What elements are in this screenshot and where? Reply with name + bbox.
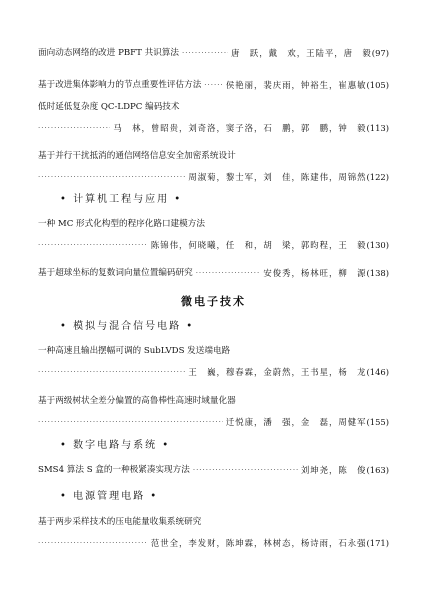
toc-entry[interactable] bbox=[38, 48, 389, 59]
toc-entry[interactable] bbox=[38, 396, 389, 428]
dot-leader bbox=[38, 367, 185, 378]
entry-page: (155) bbox=[366, 417, 389, 427]
entry-authors: 侯艳丽，裴庆雨，钟裕生，崔惠敏 bbox=[225, 80, 367, 90]
entry-authors: 刘坤尧，陈 俊 bbox=[300, 465, 367, 475]
toc-entry[interactable] bbox=[38, 465, 389, 476]
entry-page: (122) bbox=[366, 172, 389, 182]
entry-title: 一种高速且输出摆幅可调的 SubLVDS 发送端电路 bbox=[38, 346, 231, 356]
dot-leader bbox=[38, 123, 110, 134]
entry-title: 基于超球坐标的复数词向量位置编码研究 bbox=[38, 268, 193, 278]
entry-authors: 迁悦康，潘 强，金 磊，周健军 bbox=[225, 417, 367, 427]
toc-entry[interactable] bbox=[38, 346, 389, 378]
main-heading: 微电子技术 bbox=[181, 295, 246, 308]
dot-leader bbox=[38, 172, 185, 183]
entry-page: (163) bbox=[366, 465, 389, 475]
entry-title: 一种 MC 形式化构型的程序化路口建模方法 bbox=[38, 219, 205, 229]
toc-entry[interactable] bbox=[38, 268, 389, 279]
entry-page: (97) bbox=[371, 48, 389, 58]
entry-authors: 周淑菊，黎士军，刘 佳，陈建伟，周锦然 bbox=[188, 172, 367, 182]
dot-leader bbox=[182, 48, 228, 59]
entry-authors: 马 林，曾昭贵，刘奇洛，窦子洛，石 鹏，郭 鹏，钟 毅 bbox=[113, 123, 367, 133]
toc-entry[interactable] bbox=[38, 219, 389, 251]
entry-page: (105) bbox=[366, 80, 389, 90]
entry-title: 基于两级树状全差分偏置的高鲁棒性高速时域量化器 bbox=[38, 396, 236, 406]
section-heading: • 数字电路与系统 • bbox=[60, 440, 171, 451]
dot-leader bbox=[38, 538, 148, 549]
entry-title: 低时延低复杂度 QC-LDPC 编码技术 bbox=[38, 102, 180, 112]
section-heading: • 电源管理电路 • bbox=[60, 491, 159, 502]
entry-page: (138) bbox=[366, 268, 389, 278]
toc-entry[interactable] bbox=[38, 151, 389, 183]
entry-authors: 范世全，李发财，陈坤霖，林树态，杨诗雨，石永强 bbox=[150, 538, 367, 548]
entry-title: 基于并行干扰抵消的通信网络信息安全加密系统设计 bbox=[38, 151, 236, 161]
entry-title: 基于两步采样技术的压电能量收集系统研究 bbox=[38, 517, 202, 527]
dot-leader bbox=[204, 80, 223, 91]
toc-entry[interactable] bbox=[38, 102, 389, 134]
entry-authors: 王 巍，穆春霖，金蔚然，王书星，杨 龙 bbox=[188, 367, 367, 377]
entry-title: 面向动态网络的改进 PBFT 共识算法 bbox=[38, 48, 179, 58]
entry-page: (146) bbox=[366, 367, 389, 377]
toc-entry[interactable] bbox=[38, 80, 389, 91]
entry-page: (171) bbox=[366, 538, 389, 548]
dot-leader bbox=[193, 465, 298, 476]
dot-leader bbox=[38, 240, 148, 251]
entry-authors: 陈锦伟，何晓曦，任 和，胡 梁，郭昀程，王 毅 bbox=[150, 240, 367, 250]
entry-authors: 安俊秀，杨林旺，柳 源 bbox=[263, 268, 367, 278]
dot-leader bbox=[196, 268, 261, 279]
toc-entry[interactable] bbox=[38, 517, 389, 549]
section-heading: • 计算机工程与应用 • bbox=[60, 194, 183, 205]
dot-leader bbox=[38, 417, 223, 428]
section-heading: • 模拟与混合信号电路 • bbox=[60, 321, 195, 332]
entry-title: 基于改进集体影响力的节点重要性评估方法 bbox=[38, 80, 202, 90]
entry-authors: 唐 跃，戴 欢，王陆平，唐 毅 bbox=[231, 48, 372, 58]
entry-title: SMS4 算法 S 盒的一种极紧凑实现方法 bbox=[38, 465, 190, 475]
entry-page: (130) bbox=[366, 240, 389, 250]
entry-page: (113) bbox=[366, 123, 389, 133]
